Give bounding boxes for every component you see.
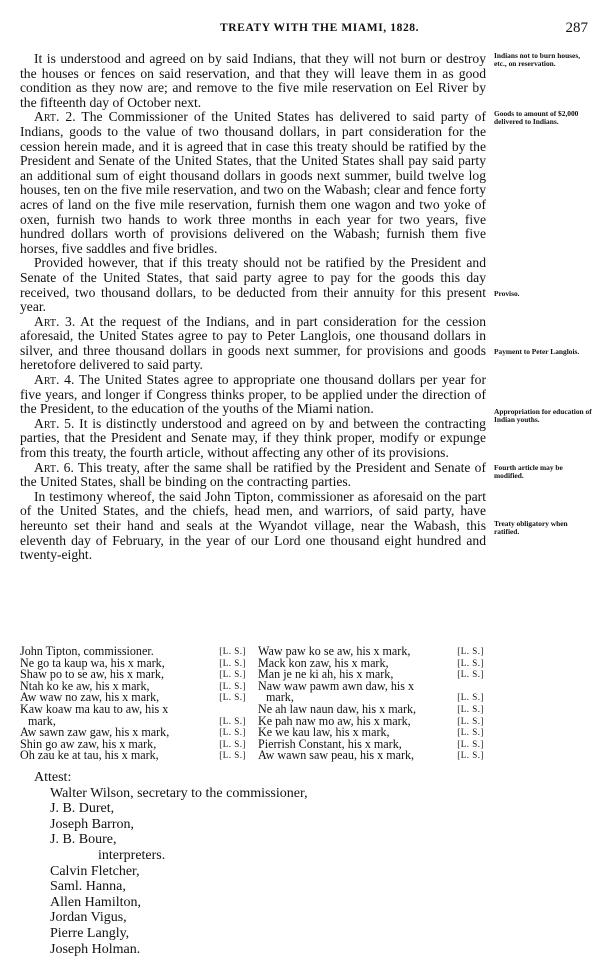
article-text: The United States agree to appropriate one thousand dollars per year for five years, and longer if Congress thinks proper, to be applied under the direction of the President, to the education of the youths of the Miami nation. xyxy=(20,372,486,417)
seal-mark: [L. S.] xyxy=(457,738,484,749)
page-header xyxy=(0,20,600,36)
article-label: Art. 5. xyxy=(34,415,75,431)
seal-mark: [L. S.] xyxy=(457,703,484,714)
witness-name: Saml. Hanna, xyxy=(50,879,126,895)
signature-row xyxy=(258,750,484,762)
article-2 xyxy=(20,110,486,256)
seal-mark: [L. S.] xyxy=(219,715,246,726)
margin-note-langlois: Payment to Peter Langlois. xyxy=(494,347,580,356)
signatory-name: Shaw po to se aw, his x mark, xyxy=(20,667,164,682)
signatory-name: Shin go aw zaw, his x mark, xyxy=(20,736,157,751)
signatory-name: Ntah ko ke aw, his x mark, xyxy=(20,678,150,693)
article-3 xyxy=(20,315,486,373)
margin-note-obligatory: Treaty obligatory when ratified. xyxy=(494,519,568,537)
witness-name: J. B. Duret, xyxy=(50,801,115,817)
seal-mark: [L. S.] xyxy=(457,692,484,703)
article-label: Art. 6. xyxy=(34,459,74,475)
seal-mark: [L. S.] xyxy=(219,657,246,668)
witness-name: Allen Hamilton, xyxy=(50,894,141,910)
signatory-name: Aw waw no zaw, his x mark, xyxy=(20,690,160,705)
signatory-name: Aw sawn zaw gaw, his x mark, xyxy=(20,725,170,740)
signatory-name: mark, xyxy=(266,690,294,705)
signatory-name: Ne ah law naun daw, his x mark, xyxy=(258,701,417,716)
margin-note-goods: Goods to amount of $2,000 delivered to Indians. xyxy=(494,109,579,127)
seal-mark: [L. S.] xyxy=(457,657,484,668)
article-text: At the request of the Indians, and in part consideration for the cession aforesaid, the United States agree to pay to Peter Langlois, one thousand dollars in silver, and three thousand dollars in goods next summer, for provisions and goods heretofore delivered to said party. xyxy=(20,313,486,373)
seal-mark: [L. S.] xyxy=(219,692,246,703)
running-head: TREATY WITH THE MIAMI, 1828. xyxy=(220,22,420,34)
seal-mark: [L. S.] xyxy=(219,646,246,656)
page-number: 287 xyxy=(565,20,588,36)
article-label: Art. 2. xyxy=(34,109,76,125)
article-6 xyxy=(20,461,486,490)
margin-note-education: Appropriation for education of Indian youths. xyxy=(494,407,592,425)
article-4 xyxy=(20,373,486,417)
signatory-name: Naw waw pawm awn daw, his x xyxy=(258,678,415,693)
margin-note-fourth-article: Fourth article may be modified. xyxy=(494,463,563,481)
witness-name: Walter Wilson, secretary to the commissioner, xyxy=(50,785,308,801)
signatory-name: John Tipton, commissioner. xyxy=(20,644,154,658)
signatory-name: Man je ne ki ah, his x mark, xyxy=(258,667,394,682)
seal-mark: [L. S.] xyxy=(457,669,484,680)
witness-name: Pierre Langly, xyxy=(50,925,130,941)
signatory-name: Kaw koaw ma kau to aw, his x xyxy=(20,701,169,716)
seal-mark: [L. S.] xyxy=(457,646,484,656)
signatory-name: Oh zau ke at tau, his x mark, xyxy=(20,748,159,763)
attest-title: Attest: xyxy=(34,770,72,785)
signatory-name: Ke we kau law, his x mark, xyxy=(258,725,390,740)
witness-name: J. B. Boure, xyxy=(50,832,117,848)
seal-mark: [L. S.] xyxy=(457,715,484,726)
signatory-name: Pierrish Constant, his x mark, xyxy=(258,736,402,751)
margin-note-proviso: Proviso. xyxy=(494,289,520,298)
seal-mark: [L. S.] xyxy=(219,738,246,749)
article-label: Art. 4. xyxy=(34,372,75,388)
seal-mark: [L. S.] xyxy=(219,727,246,738)
seal-mark: [L. S.] xyxy=(457,727,484,738)
signature-column-left xyxy=(20,646,246,762)
witness-role: interpreters. xyxy=(98,847,166,863)
seal-mark: [L. S.] xyxy=(219,669,246,680)
signatory-name: Aw wawn saw peau, his x mark, xyxy=(258,748,415,763)
paragraph-proviso: Provided however, that if this treaty should not be ratified by the President and Senate of the United States, that said party agree to pay for the goods this day received, two thousand dollars, to be deducted from their annuity for this present year. xyxy=(20,255,486,315)
treaty-body xyxy=(20,52,486,563)
witness-name: Joseph Holman. xyxy=(50,941,141,957)
article-5 xyxy=(20,417,486,461)
paragraph-testimony: In testimony whereof, the said John Tipton, commissioner as aforesaid on the part of the United States, and the chiefs, head men, and warriors, of said party, have hereunto set their hand and seals at the Wyandot village, near the Wabash, this eleventh day of February, in the year of our Lord one thousand eight hundred and twenty-eight. xyxy=(20,488,486,563)
article-text: The Commissioner of the United States has delivered to said party of Indians, goods to the value of two thousand dollars, in part consideration for the cession herein made, and it is agreed that in case this treaty should be ratified by the President and Senate of the United States, that the United States shall pay said party an additional sum of eight thousand dollars in goods next summer, build twelve log houses, ten on the five mile reservation, and two on the Wabash; clear and fence forty acres of land on the five mile reservation, furnish them one wagon and two yoke of oxen, furnish two hands to work three months in each year for two years, five hundred dollars worth of provisions delivered on the Wabash; furnish them five horses, five saddles and five bridles. xyxy=(20,109,486,256)
paragraph-no-burning: It is understood and agreed on by said Indians, that they will not burn or destroy the houses or fences on said reservation, and that they will leave them in as good condition as they now are; and remove to the five mile reservation on Eel River by the fifteenth day of October next. xyxy=(20,51,486,110)
witness-name: Jordan Vigus, xyxy=(50,910,127,926)
witness-name: Joseph Barron, xyxy=(50,816,134,832)
seal-mark: [L. S.] xyxy=(457,750,484,761)
signatory-name: Mack kon zaw, his x mark, xyxy=(258,655,389,670)
witness-name: Calvin Fletcher, xyxy=(50,863,140,879)
attest-block xyxy=(34,770,308,957)
margin-note-no-burning: Indians not to burn houses, etc., on reservation. xyxy=(494,51,581,69)
signatory-name: Waw paw ko se aw, his x mark, xyxy=(258,644,411,658)
seal-mark: [L. S.] xyxy=(219,680,246,691)
article-label: Art. 3. xyxy=(34,313,76,329)
signatory-name: Ke pah naw mo aw, his x mark, xyxy=(258,713,411,728)
signature-row xyxy=(20,750,246,762)
signatory-name: mark, xyxy=(28,713,56,728)
article-text: This treaty, after the same shall be ratified by the President and Senate of the United States, shall be binding on the contracting parties. xyxy=(20,459,486,490)
seal-mark: [L. S.] xyxy=(219,750,246,761)
signature-column-right xyxy=(258,646,484,762)
article-text: It is distinctly understood and agreed on by and between the contracting parties, that the President and Senate may, if they think proper, modify or expunge from this treaty, the fourth article, without affecting any other of its provisions. xyxy=(20,415,486,461)
signatory-name: Ne go ta kaup wa, his x mark, xyxy=(20,655,165,670)
